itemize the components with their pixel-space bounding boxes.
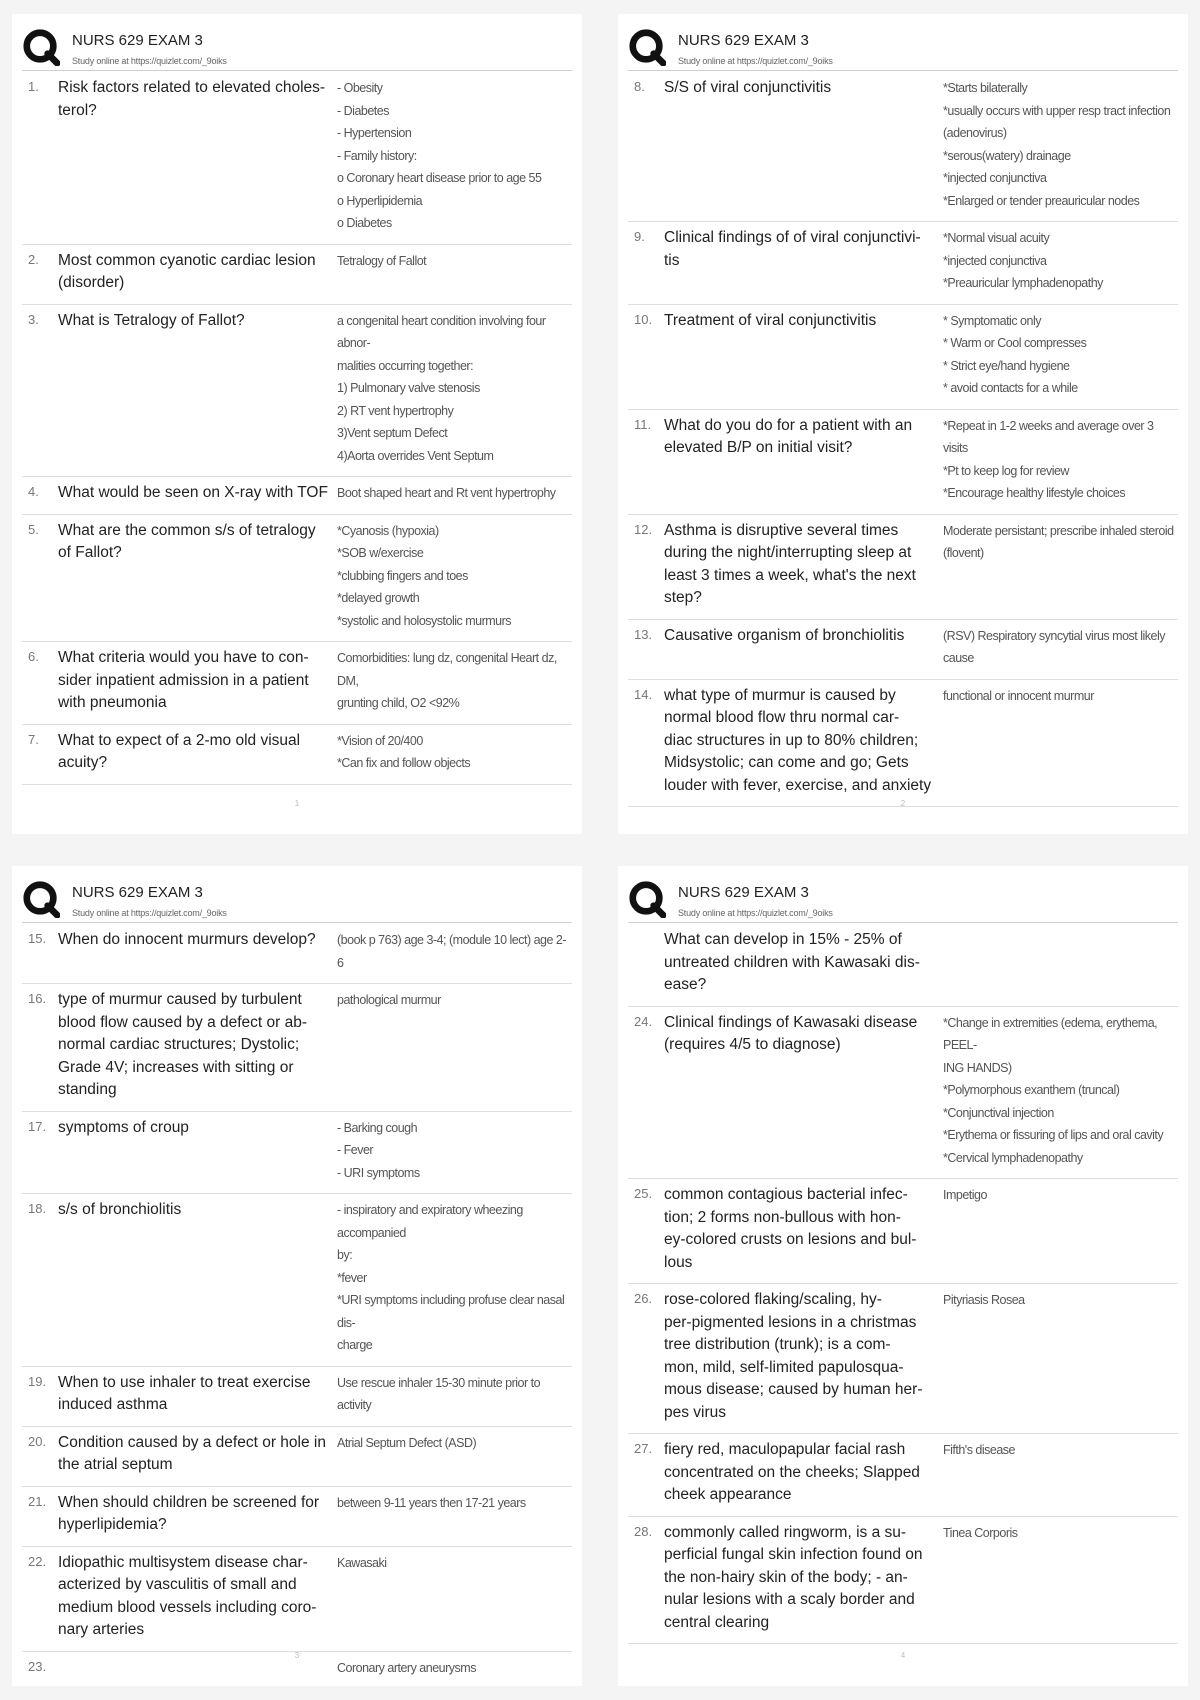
question-row <box>22 515 572 643</box>
answer-text: *Vision of 20/400 *Can fix and follow objects <box>337 733 471 770</box>
answer-text: between 9-11 years then 17-21 years <box>337 1495 526 1510</box>
answer-text: - Obesity - Diabetes - Hypertension - Family history: o Coronary heart disease prior to age 55 o Hyperlipidemia o Diabetes <box>337 81 542 230</box>
question-row <box>22 1194 572 1367</box>
question-row <box>22 305 572 478</box>
header-divider <box>628 922 1178 923</box>
page-header <box>18 22 578 72</box>
page-title: NURS 629 EXAM 3 <box>72 884 203 901</box>
question-list <box>628 924 1178 1644</box>
question-row <box>628 515 1178 620</box>
question-number: 14. <box>634 686 653 702</box>
quizlet-logo-icon <box>22 28 60 66</box>
question-row <box>628 1434 1178 1517</box>
question-text: rose-colored flaking/scaling, hy- per-pigmented lesions in a christmas tree distribution (trunk); is a com- mon, mild, self-limited papulosqua- mous disease; caused by human her- pes virus <box>664 1291 923 1421</box>
question-number: 6. <box>28 649 39 664</box>
answer-text: *Repeat in 1-2 weeks and average over 3 visits *Pt to keep log for review *Encourage healthy lifestyle choices <box>943 418 1154 500</box>
question-text: What to expect of a 2-mo old visual acuity? <box>58 731 301 771</box>
quizlet-logo-icon <box>22 880 60 918</box>
question-row <box>628 1284 1178 1434</box>
question-text: Idiopathic multisystem disease char- acterized by vasculitis of small and medium blood vessels including coro- nary arteries <box>58 1553 317 1638</box>
question-text: What are the common s/s of tetralogy of Fallot? <box>58 521 316 561</box>
question-row <box>22 1112 572 1195</box>
header-divider <box>22 922 572 923</box>
page-subtitle: Study online at https://quizlet.com/_9oiks <box>72 56 227 66</box>
question-list <box>628 72 1178 807</box>
question-row <box>628 680 1178 808</box>
answer-text: *Starts bilaterally *usually occurs with upper resp tract infection (adenovirus) *serous(watery) drainage *injected conjunctiva *Enlarged or tender preauricular nodes <box>943 81 1171 208</box>
page-number: 2 <box>900 799 906 808</box>
question-list <box>22 924 572 1686</box>
page-title: NURS 629 EXAM 3 <box>678 32 809 49</box>
question-text: symptoms of croup <box>58 1118 189 1136</box>
question-number: 10. <box>634 311 653 327</box>
question-text: What can develop in 15% - 25% of untreated children with Kawasaki dis- ease? <box>664 931 920 993</box>
question-number: 26. <box>634 1291 653 1306</box>
question-number: 1. <box>28 79 39 94</box>
answer-text: (book p 763) age 3-4; (module 10 lect) age 2-6 <box>337 933 567 970</box>
answer-text: functional or innocent murmur <box>943 688 1094 703</box>
question-row <box>22 1547 572 1652</box>
answer-text: Coronary artery aneurysms <box>337 1660 476 1675</box>
answer-text: Use rescue inhaler 15-30 minute prior to activity <box>337 1375 541 1412</box>
question-row <box>22 72 572 245</box>
page-number: 1 <box>294 799 300 808</box>
question-row <box>22 477 572 515</box>
question-text: When do innocent murmurs develop? <box>58 931 316 948</box>
question-number: 13. <box>634 626 653 642</box>
answer-text: pathological murmur <box>337 993 441 1007</box>
page-number: 4 <box>900 1651 906 1660</box>
page-title: NURS 629 EXAM 3 <box>678 884 809 901</box>
question-row <box>22 984 572 1112</box>
quizlet-logo-icon <box>628 28 666 66</box>
question-row <box>22 1427 572 1487</box>
question-number: 8. <box>634 79 645 94</box>
question-number: 21. <box>28 1493 47 1509</box>
question-text: Clinical findings of Kawasaki disease (requires 4/5 to diagnose) <box>664 1013 918 1053</box>
answer-text: Moderate persistant; prescribe inhaled steroid (flovent) <box>943 523 1174 560</box>
answer-text: * Symptomatic only * Warm or Cool compresses * Strict eye/hand hygiene * avoid contacts for a while <box>943 313 1087 395</box>
question-row <box>22 1367 572 1427</box>
question-number: 18. <box>28 1201 47 1216</box>
page-title: NURS 629 EXAM 3 <box>72 32 203 49</box>
question-number: 2. <box>28 251 39 267</box>
answer-text: Fifth's disease <box>943 1443 1016 1457</box>
question-text: fiery red, maculopapular facial rash concentrated on the cheeks; Slapped cheek appearance <box>664 1441 920 1503</box>
question-number: 9. <box>634 229 645 244</box>
question-row <box>628 924 1178 1007</box>
question-text: What is Tetralogy of Fallot? <box>58 311 245 329</box>
question-text: What do you do for a patient with an elevated B/P on initial visit? <box>664 416 913 456</box>
question-text: Clinical findings of of viral conjunctivi- tis <box>664 229 921 269</box>
answer-text: *Change in extremities (edema, erythema, PEEL- ING HANDS) *Polymorphous exanthem (truncal) *Conjunctival injection *Erythema or fissuring of lips and oral cavity *Cervical lymphadenopathy <box>943 1015 1164 1165</box>
question-number: 23. <box>28 1658 47 1674</box>
question-number: 15. <box>28 931 47 946</box>
question-text: Risk factors related to elevated choles- terol? <box>58 79 326 119</box>
answer-text: *Normal visual acuity *injected conjunctiva *Preauricular lymphadenopathy <box>943 231 1103 290</box>
question-number: 16. <box>28 991 47 1006</box>
question-number: 4. <box>28 484 39 499</box>
answer-text: *Cyanosis (hypoxia) *SOB w/exercise *clubbing fingers and toes *delayed growth *systolic and holosystolic murmurs <box>337 523 512 628</box>
document-page <box>12 866 582 1686</box>
question-text: common contagious bacterial infec- tion; 2 forms non-bullous with hon- ey-colored crusts on lesions and bul- lous <box>664 1186 917 1271</box>
question-number: 19. <box>28 1373 47 1389</box>
question-row <box>22 642 572 725</box>
question-text: What criteria would you have to con- sider inpatient admission in a patient with pneumonia <box>58 649 309 711</box>
question-row <box>628 410 1178 515</box>
question-number: 7. <box>28 731 39 747</box>
page-header <box>18 874 578 924</box>
question-number: 28. <box>634 1523 653 1539</box>
question-text: Treatment of viral conjunctivitis <box>664 311 877 329</box>
answer-text: - inspiratory and expiratory wheezing accompanied by: *fever *URI symptoms including profuse clear nasal dis- charge <box>337 1203 565 1352</box>
question-row <box>628 620 1178 680</box>
answer-text: Comorbidities: lung dz, congenital Heart dz, DM, grunting child, O2 <92% <box>337 651 557 710</box>
quizlet-logo-icon <box>628 880 666 918</box>
page-header <box>624 874 1184 924</box>
question-row <box>22 245 572 305</box>
question-text: what type of murmur is caused by normal blood flow thru normal car- diac structures in up to 80% children; Midsystolic; can come and go; Gets louder with fever, exercise, and anxiety <box>664 686 932 794</box>
question-text: What would be seen on X-ray with TOF <box>58 484 328 501</box>
answer-text: Atrial Septum Defect (ASD) <box>337 1435 477 1450</box>
document-page <box>618 14 1188 834</box>
question-row <box>22 725 572 785</box>
question-number: 20. <box>28 1433 47 1449</box>
question-row <box>628 1517 1178 1645</box>
question-row <box>628 1007 1178 1180</box>
question-text: When should children be screened for hyperlipidemia? <box>58 1493 320 1533</box>
question-number: 5. <box>28 521 39 537</box>
header-divider <box>628 70 1178 71</box>
question-row <box>22 1487 572 1547</box>
question-text: Causative organism of bronchiolitis <box>664 626 905 644</box>
answer-text <box>939 929 1178 997</box>
answer-text: Kawasaki <box>337 1555 387 1570</box>
question-text: s/s of bronchiolitis <box>58 1201 182 1218</box>
question-number: 17. <box>28 1118 47 1134</box>
question-row <box>628 222 1178 305</box>
question-number: 24. <box>634 1013 653 1029</box>
question-text: When to use inhaler to treat exercise induced asthma <box>58 1373 311 1413</box>
page-subtitle: Study online at https://quizlet.com/_9oiks <box>72 908 227 918</box>
question-row <box>628 1179 1178 1284</box>
page-subtitle: Study online at https://quizlet.com/_9oiks <box>678 908 833 918</box>
question-row <box>628 305 1178 410</box>
answer-text: - Barking cough - Fever - URI symptoms <box>337 1120 420 1180</box>
page-number: 3 <box>294 1651 300 1660</box>
answer-text: a congenital heart condition involving four abnor- malities occurring together: 1) Pulmonary valve stenosis 2) RT vent hypertrophy 3)Vent septum Defect 4)Aorta overrides Vent Septum <box>337 313 546 463</box>
question-text: Most common cyanotic cardiac lesion (disorder) <box>58 251 316 291</box>
answer-text: Tinea Corporis <box>943 1525 1018 1540</box>
question-text: Asthma is disruptive several times during the night/interrupting sleep at least 3 times a week, what's the next step? <box>664 521 916 606</box>
document-page <box>618 866 1188 1686</box>
answer-text: (RSV) Respiratory syncytial virus most likely cause <box>943 628 1165 665</box>
question-row <box>628 72 1178 222</box>
answer-text: Pityriasis Rosea <box>943 1293 1025 1307</box>
question-number: 22. <box>28 1553 47 1569</box>
page-subtitle: Study online at https://quizlet.com/_9oiks <box>678 56 833 66</box>
question-row <box>22 924 572 984</box>
answer-text: Boot shaped heart and Rt vent hypertrophy <box>337 486 556 500</box>
question-number: 27. <box>634 1441 653 1456</box>
question-number: 3. <box>28 311 39 327</box>
header-divider <box>22 70 572 71</box>
question-number <box>628 929 664 997</box>
question-text: Condition caused by a defect or hole in the atrial septum <box>58 1433 326 1473</box>
question-text: S/S of viral conjunctivitis <box>664 79 832 96</box>
question-text: commonly called ringworm, is a su- perficial fungal skin infection found on the non-hairy skin of the body; - an- nular lesions with a scaly border and central clearing <box>664 1523 923 1631</box>
answer-text: Tetralogy of Fallot <box>337 253 427 268</box>
answer-text: Impetigo <box>943 1188 987 1202</box>
question-number: 25. <box>634 1186 653 1201</box>
question-list <box>22 72 572 785</box>
document-page <box>12 14 582 834</box>
question-number: 11. <box>634 416 652 432</box>
question-text: type of murmur caused by turbulent blood flow caused by a defect or ab- normal cardiac structures; Dystolic; Grade 4V; increases with sitting or standing <box>58 991 308 1098</box>
question-number: 12. <box>634 521 653 537</box>
page-header <box>624 22 1184 72</box>
